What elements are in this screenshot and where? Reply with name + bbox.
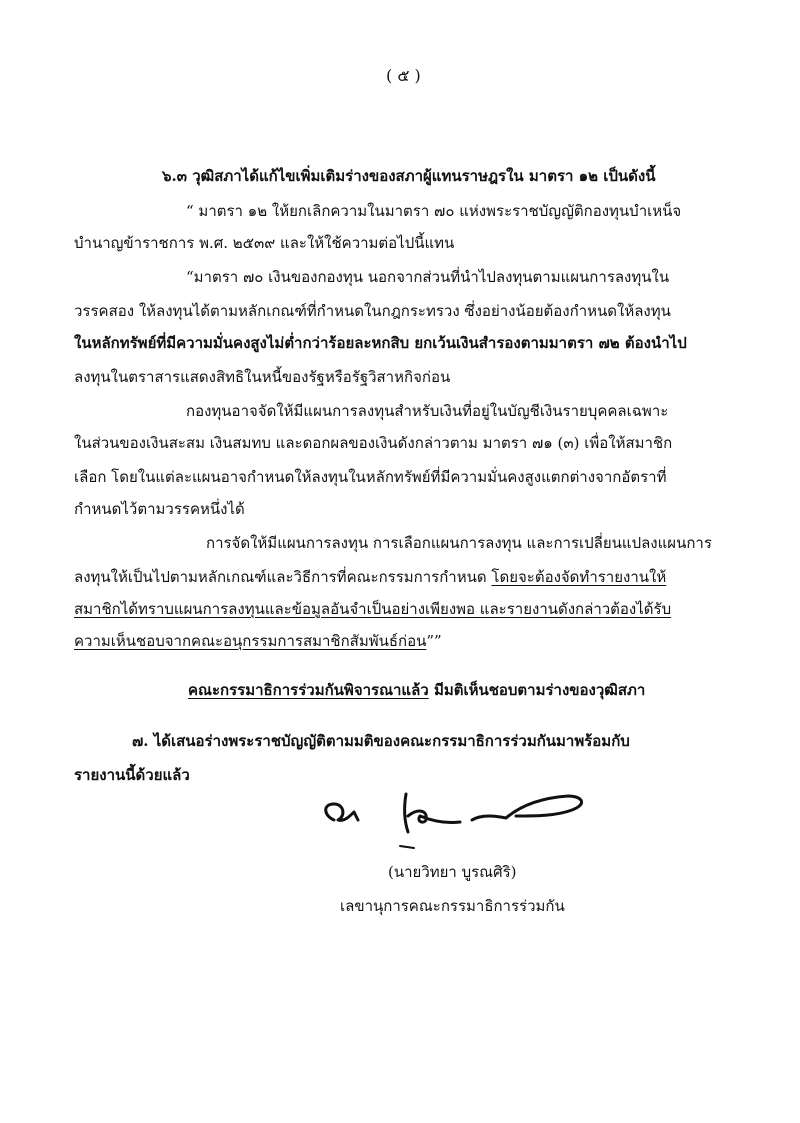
underlined-text: ความเห็นชอบจากคณะอนุกรรมการสมาชิกสัมพันธ์ก่อน	[74, 632, 427, 650]
committee-opinion	[188, 680, 645, 700]
article-70-paragraph2-line: เลือก โดยในแต่ละแผนอาจกำหนดให้ลงทุนในหลักทรัพย์ที่มีความมั่นคงสูงแตกต่างจากอัตราที่	[74, 468, 667, 486]
handwritten-signature	[320, 786, 600, 856]
article-70-line: “มาตรา ๗๐ เงินของกองทุน นอกจากส่วนที่นำไปลงทุนตามแผนการลงทุนใน	[186, 268, 670, 286]
article-70-paragraph3-line: การจัดให้มีแผนการลงทุน การเลือกแผนการลงทุน และการเปลี่ยนแปลงแผนการ	[206, 534, 712, 552]
article-70-paragraph3-line: สมาชิกได้ทราบแผนการลงทุนและข้อมูลอันจำเป็นอย่างเพียงพอ และรายงานดังกล่าวต้องได้รับ	[74, 600, 672, 618]
committee-opinion-underlined: คณะกรรมาธิการร่วมกันพิจารณาแล้ว	[188, 681, 429, 699]
section-6-3-heading: ๖.๓ วุฒิสภาได้แก้ไขเพิ่มเติมร่างของสภาผู้แทนราษฎรใน มาตรา ๑๒ เป็นดังนี้	[162, 167, 656, 185]
page-number: ( ๕ )	[386, 66, 421, 85]
underlined-text: โดยจะต้องจัดทำรายงานให้	[491, 568, 667, 586]
section-7-line: ๗. ได้เสนอร่างพระราชบัญญัติตามมติของคณะกรรมาธิการร่วมกันมาพร้อมกับ	[132, 732, 630, 750]
article-70-paragraph2-line: กองทุนอาจจัดให้มีแผนการลงทุนสำหรับเงินที่อยู่ในบัญชีเงินรายบุคคลเฉพาะ	[186, 402, 669, 420]
article-70-paragraph3-line	[74, 631, 442, 651]
section-7-line: รายงานนี้ด้วยแล้ว	[74, 766, 190, 784]
committee-opinion-rest: มีมติเห็นชอบตามร่างของวุฒิสภา	[428, 681, 646, 699]
article-70-line: วรรคสอง ให้ลงทุนได้ตามหลักเกณฑ์ที่กำหนดในกฎกระทรวง ซึ่งอย่างน้อยต้องกำหนดให้ลงทุน	[74, 302, 671, 320]
article-70-paragraph3-line	[74, 567, 666, 587]
article-70-paragraph2-line: ในส่วนของเงินสะสม เงินสมทบ และดอกผลของเงินดังกล่าวตาม มาตรา ๗๑ (๓) เพื่อให้สมาชิก	[74, 434, 673, 452]
line-text: ลงทุนให้เป็นไปตามหลักเกณฑ์และวิธีการที่คณะกรรมการกำหนด	[74, 568, 492, 586]
signatory-title: เลขานุการคณะกรรมาธิการร่วมกัน	[340, 897, 565, 915]
article-70-line: ลงทุนในตราสารแสดงสิทธิในหนี้ของรัฐหรือรัฐวิสาหกิจก่อน	[74, 368, 451, 386]
amend-section-12-line: “ มาตรา ๑๒ ให้ยกเลิกความในมาตรา ๗๐ แห่งพระราชบัญญัติกองทุนบำเหน็จ	[186, 202, 682, 220]
closing-quote: ””	[426, 632, 442, 650]
article-70-line: ในหลักทรัพย์ที่มีความมั่นคงสูงไม่ต่ำกว่าร้อยละหกสิบ ยกเว้นเงินสำรองตามมาตรา ๗๒ ต้องนำไป	[74, 334, 687, 352]
amend-section-12-line: บำนาญข้าราชการ พ.ศ. ๒๕๓๙ และให้ใช้ความต่อไปนี้แทน	[74, 234, 455, 252]
signatory-name: (นายวิทยา บูรณศิริ)	[388, 863, 517, 881]
article-70-paragraph2-line: กำหนดไว้ตามวรรคหนึ่งได้	[74, 500, 245, 518]
